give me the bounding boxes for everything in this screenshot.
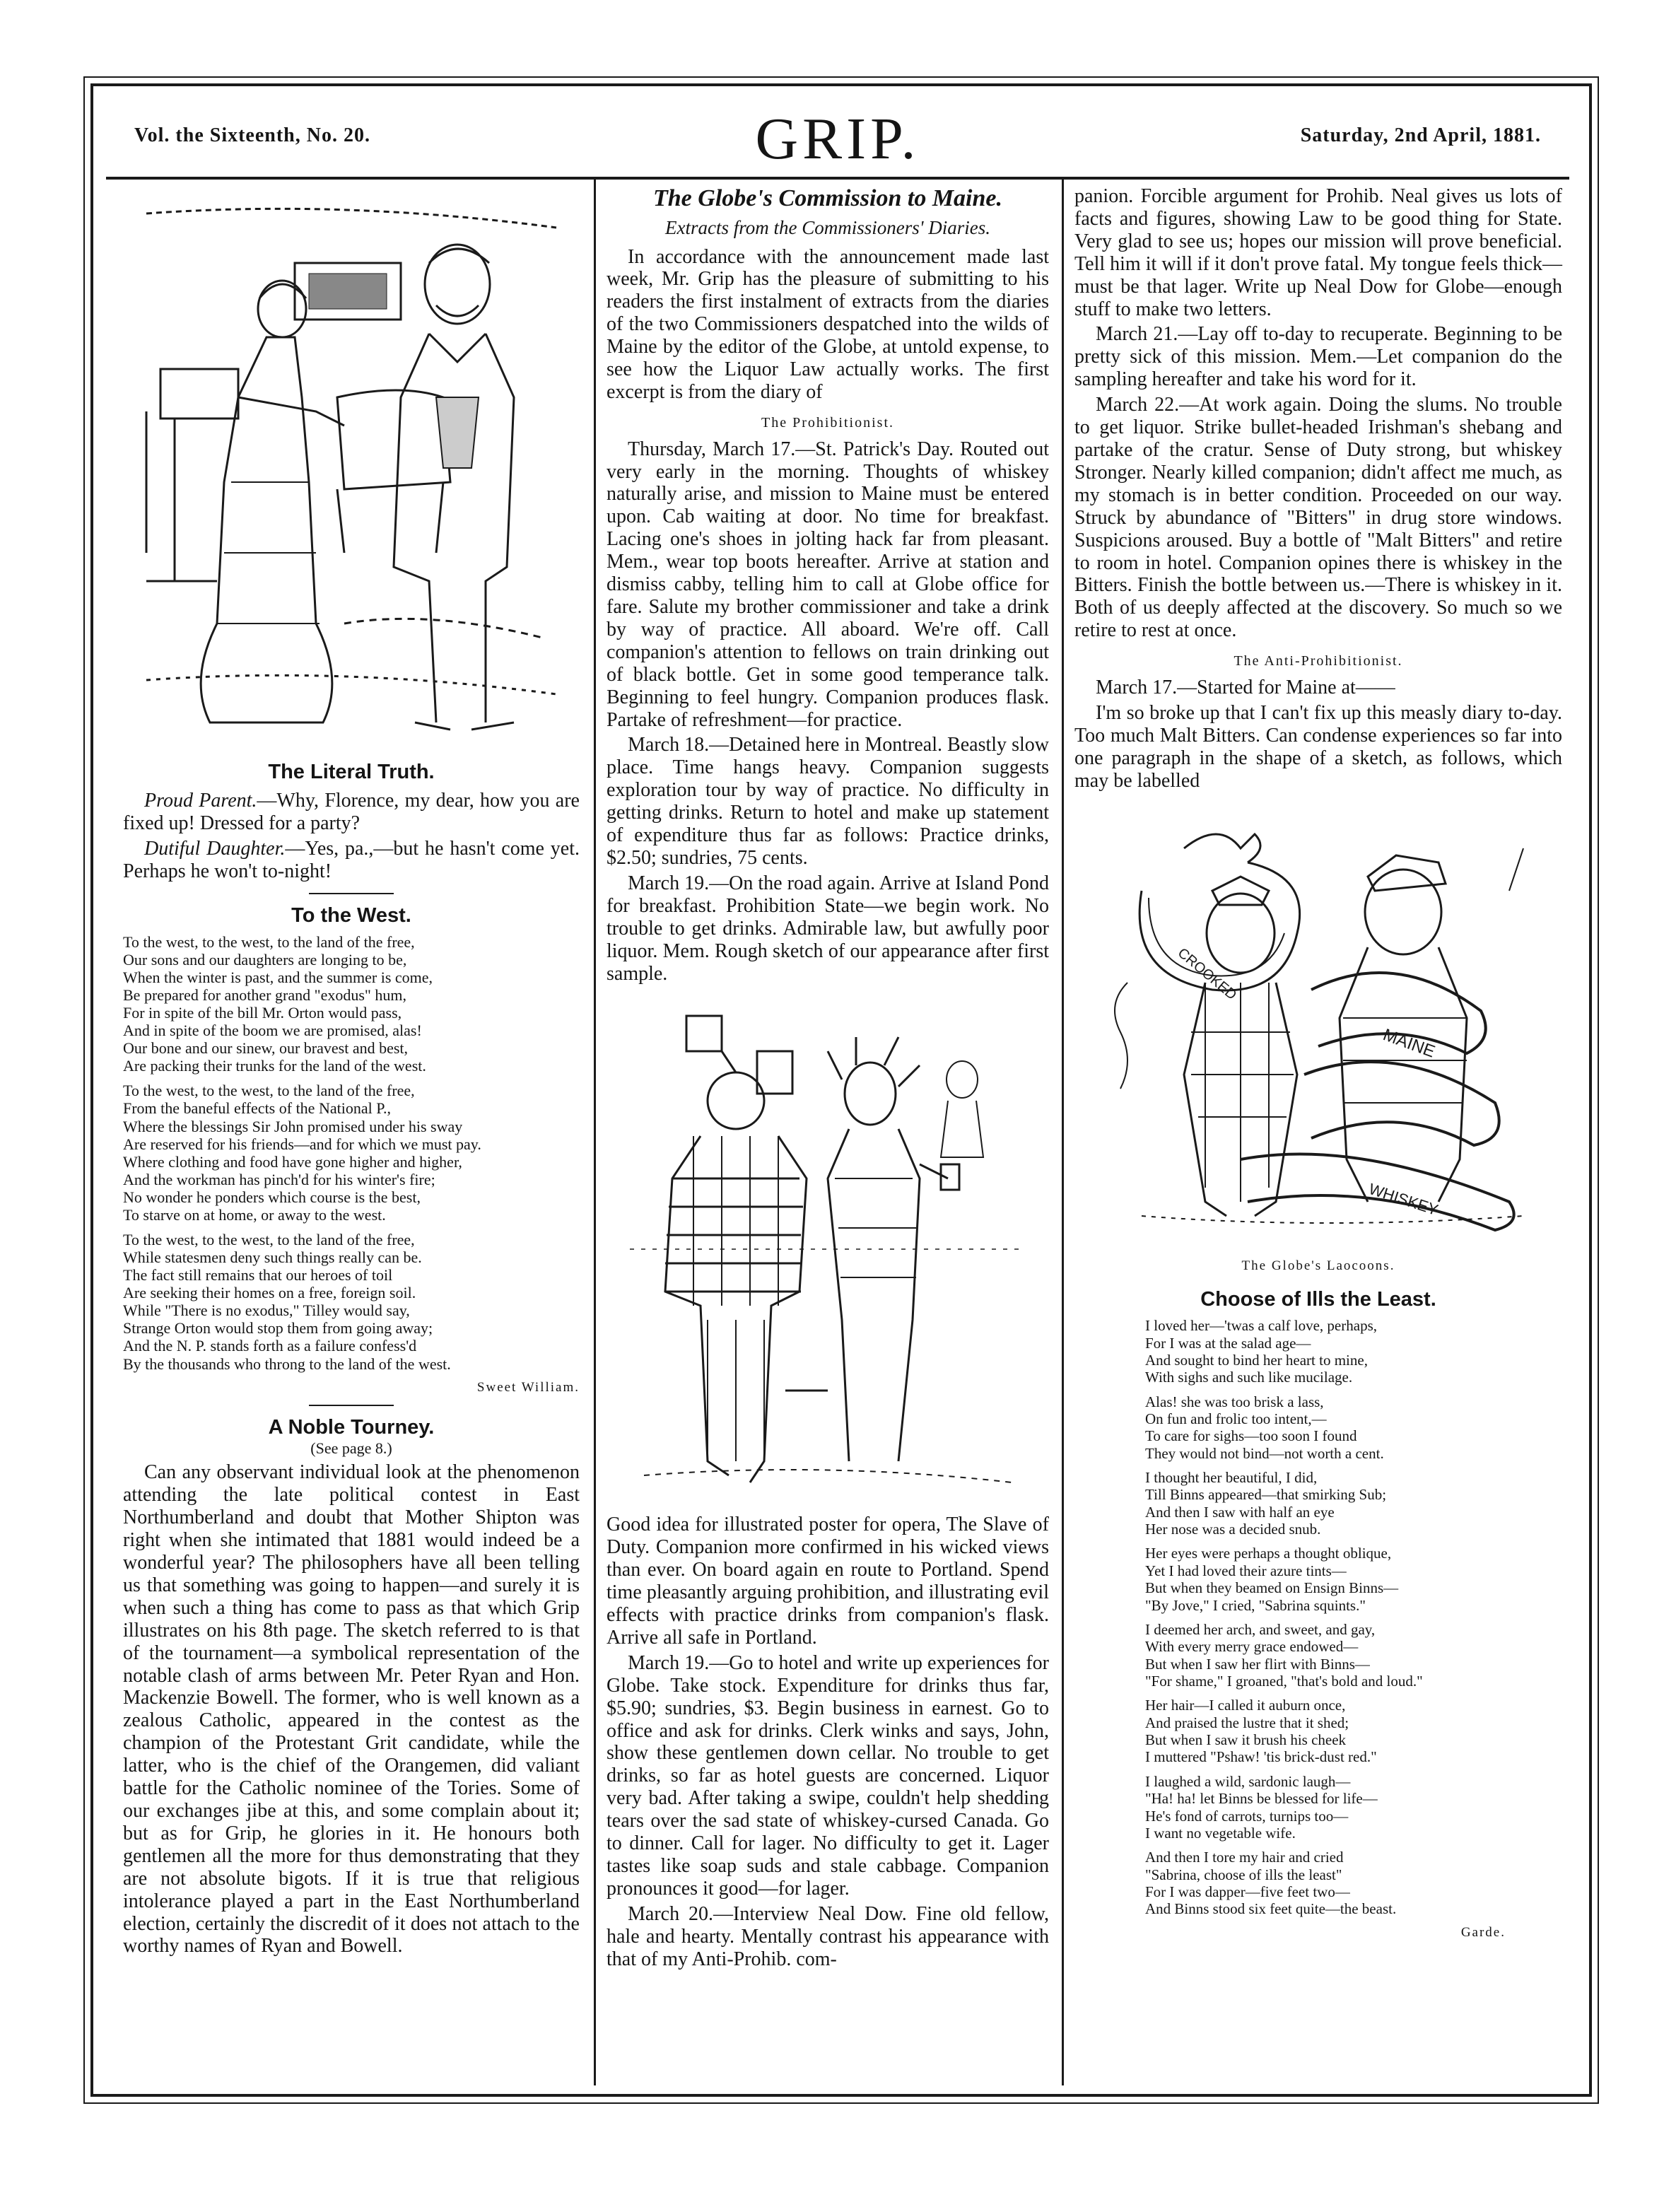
- poem: [1074, 1317, 1562, 1941]
- globe-commission-title: The Globe's Commission to Maine.: [653, 185, 1002, 211]
- verse-line: But when I saw it brush his cheek: [1145, 1731, 1347, 1749]
- verse-line: Alas! she was too brisk a lass,: [1145, 1393, 1324, 1410]
- speaker-label: Proud Parent.: [144, 790, 257, 812]
- verse-line: And the workman has pinch'd for his winter's fire;: [123, 1170, 435, 1188]
- poem-stanza: [123, 933, 580, 1075]
- to-the-west-title: To the West.: [291, 903, 411, 927]
- verse-line: Our bone and our sinew, our bravest and best,: [123, 1039, 409, 1058]
- diary-entry: March 21.—Lay off to-day to recuperate. Beginning to be pretty sick of this mission. Mem.—Let companion do the sampling hereafter and take his word for it.: [1074, 323, 1562, 391]
- verse-line: Her hair—I called it auburn once,: [1145, 1697, 1346, 1714]
- verse-line: To the west, to the west, to the land of the free,: [123, 932, 415, 951]
- poem-stanza: [1117, 1621, 1562, 1690]
- verse-line: Be prepared for another grand "exodus" hum,: [123, 985, 406, 1004]
- verse-line: On fun and frolic too intent,—: [1145, 1410, 1327, 1427]
- verse-line: And in spite of the boom we are promised, alas!: [123, 1022, 422, 1040]
- verse-line: But when I saw her flirt with Binns—: [1145, 1655, 1370, 1673]
- verse-line: I loved her—'twas a calf love, perhaps,: [1145, 1317, 1377, 1335]
- masthead: [106, 99, 1569, 180]
- cartoon-commissioners-drinking-icon: [616, 995, 1040, 1504]
- verse-line: Are seeking their homes on a free, foreign soil.: [123, 1284, 416, 1302]
- column-left: [123, 185, 580, 1960]
- column-divider: [594, 177, 596, 2085]
- literal-truth-title: The Literal Truth.: [268, 761, 435, 783]
- cartoon-laocoon-serpent-icon: [1099, 806, 1537, 1244]
- verse-line: Where clothing and food have gone higher and higher,: [123, 1152, 462, 1171]
- verse-line: Yet I had loved their azure tints—: [1145, 1562, 1347, 1579]
- verse-line: To the west, to the west, to the land of the free,: [123, 1082, 415, 1100]
- article-intro: In accordance with the announcement made last week, Mr. Grip has the pleasure of submitting to his readers the first instalment of extracts from the diaries of the two Commissioners despatched into the wilds of Maine by the editor of the Globe, at untold expense, to see how the Liquor Law actually works. The first excerpt is from the diary of: [607, 245, 1049, 403]
- diary-entry: March 18.—Detained here in Montreal. Beastly slow place. Time hangs heavy. Companion suggests exploration tour by way of practice. No difficulty in getting drinks. Return to hotel and make up statement of expenditure thus far as follows: Practice drinks, $2.50; sundries, 75 cents.: [607, 734, 1049, 869]
- verse-line: While "There is no exodus," Tilley would say,: [123, 1301, 410, 1320]
- diary-entry: Thursday, March 17.—St. Patrick's Day. Routed out very early in the morning. Thoughts of whiskey naturally arise, and mission to Maine must be entered upon. Cab waiting at door. No time for breakfast. Lacing one's shoes in jolting hack far from pleasant. Mem., wear top boots hereafter. Arrive at station and dismiss cabby, telling him to call at Globe office for fare. Salute my brother commissioner and take a drink by way of practice. All aboard. We're off. Call companion's attention to fellows on train drinking out of black bottle. Get in some good temperance talk. Beginning to feel hungry. Companion produces flask. Partake of refreshment—for practice.: [607, 438, 1049, 731]
- poem-stanza: [1117, 1849, 1562, 1917]
- article-body: Can any observant individual look at the phenomenon attending the late political contest in East Northumberland and doubt that Mother Shipton was right when she intimated that 1881 would indeed be a wonderful year? The philosophers have all been telling us that something was going to happen—and surely it is when such a thing has come to pass as that which Grip illustrates on his 8th page. The sketch referred to is that of the tournament—a symbolical representation of the notable clash of arms between Mr. Peter Ryan and Hon. Mackenzie Bowell. The former, who is well known as a zealous Catholic, appeared in the contest as the champion of the Protestant Grit candidate, while the latter, who is the chief of the Orangemen, did valiant battle for the Catholic nominee of the Tories. Some of our exchanges jibe at this, and some complain about it; but as for Grip, he glories in it. He honours both gentlemen all the more for thus demonstrating that they are not absolute bigots. If it is true that religious intolerance played a part in the East Northumberland election, certainly the discredit of it does not attach to the worthy names of Ryan and Bowell.: [123, 1461, 580, 1958]
- poem-stanza: [1117, 1773, 1562, 1842]
- diary-entry: March 19.—Go to hotel and write up experiences for Globe. Take stock. Expenditure for drinks thus far, $5.90; sundries, $3. Begin business in earnest. Go to office and ask for drinks. Clerk winks and says, John, show these gentlemen down cellar. No trouble to get drinks, so far as hotel guests are concerned. Liquor very bad. After taking a swipe, couldn't help shedding tears over the sad state of whiskey-cursed Canada. Go to dinner. Call for lager. No difficulty to get it. Lager tastes like soap suds and stale cabbage. Companion pronounces it good—for lager.: [607, 1651, 1049, 1900]
- section-divider: [309, 893, 394, 894]
- poem-signature: Sweet William.: [476, 1379, 580, 1395]
- section-heading: The Prohibitionist.: [761, 414, 894, 431]
- verse-line: "By Jove," I cried, "Sabrina squints.": [1145, 1596, 1366, 1614]
- verse-line: I want no vegetable wife.: [1145, 1824, 1296, 1842]
- issue-date: Saturday, 2nd April, 1881.: [1300, 124, 1541, 146]
- newspaper-title: GRIP.: [755, 106, 920, 172]
- column-middle: [607, 185, 1049, 1974]
- verse-line: With sighs and such like mucilage.: [1145, 1369, 1353, 1386]
- verse-line: "Sabrina, choose of ills the least": [1145, 1866, 1342, 1883]
- verse-line: And then I saw with half an eye: [1145, 1503, 1335, 1521]
- verse-line: No wonder he ponders which course is the best,: [123, 1188, 421, 1206]
- verse-line: To starve on at home, or away to the west.: [123, 1205, 386, 1224]
- verse-line: And praised the lustre that it shed;: [1145, 1714, 1349, 1731]
- poem-stanza: [1117, 1469, 1562, 1538]
- cartoon-caption: The Globe's Laocoons.: [1241, 1258, 1395, 1274]
- verse-line: Her eyes were perhaps a thought oblique,: [1145, 1545, 1392, 1562]
- verse-line: Till Binns appeared—that smirking Sub;: [1145, 1486, 1387, 1504]
- verse-line: They would not bind—not worth a cent.: [1145, 1444, 1384, 1462]
- poem-stanza: [1117, 1317, 1562, 1386]
- section-heading: The Anti-Prohibitionist.: [1234, 653, 1403, 669]
- poem-stanza: [1117, 1697, 1562, 1765]
- verse-line: I muttered "Pshaw! 'tis brick-dust red.": [1145, 1748, 1377, 1766]
- verse-line: I thought her beautiful, I did,: [1145, 1469, 1318, 1487]
- verse-line: The fact still remains that our heroes of toil: [123, 1266, 393, 1285]
- verse-line: Our sons and our daughters are longing to be,: [123, 950, 407, 969]
- verse-line: From the baneful effects of the National P.,: [123, 1099, 391, 1118]
- diary-entry: panion. Forcible argument for Prohib. Neal gives us lots of facts and figures, showing Law to be good thing for State. Very glad to see us; hopes our mission will prove beneficial. Tell him it will if it don't prove fatal. My tongue feels thick—must be that lager. Write up Neal Dow for Globe—enough stuff to make two letters.: [1074, 185, 1562, 320]
- article-subtitle: Extracts from the Commissioners' Diaries.: [664, 216, 990, 238]
- column-right: [1074, 185, 1562, 1941]
- verse-line: By the thousands who throng to the land of the west.: [123, 1354, 451, 1373]
- noble-tourney-title: A Noble Tourney.: [268, 1416, 435, 1439]
- poem-signature: Garde.: [1460, 1924, 1506, 1940]
- cartoon-father-daughter-icon: [132, 185, 570, 751]
- diary-entry: March 19.—On the road again. Arrive at Island Pond for breakfast. Prohibition State—we begin work. No trouble to get drinks. Admirable law, but awfully poor liquor. Mem. Rough sketch of our appearance after first sample.: [607, 872, 1049, 985]
- dialogue-line: —Why, Florence, my dear, how you are fixed up! Dressed for a party?: [123, 790, 580, 834]
- column-divider: [1062, 177, 1064, 2085]
- diary-entry: March 22.—At work again. Doing the slums. No trouble to get liquor. Strike bullet-headed Irishman's shebang and partake of the cratur. Sense of Duty strong, but whiskey Stronger. Nearly killed companion; didn't affect me much, as my stomach is in better condition. Proceeded on our way. Struck by abundance of "Bitters" in drug store windows. Suspicions aroused. Buy a bottle of "Malt Bitters" and retire to room in hotel. Companion opines there is whiskey in the Bitters. Finish the bottle between us.—There is whiskey in it. Both of us deeply affected at the discovery. So much so we retire to rest at once.: [1074, 394, 1562, 642]
- verse-line: Are packing their trunks for the land of the west.: [123, 1057, 426, 1075]
- verse-line: And the N. P. stands forth as a failure confess'd: [123, 1337, 417, 1355]
- section-divider: [309, 1405, 394, 1406]
- speaker-label: Dutiful Daughter.: [144, 837, 286, 860]
- diary-entry: Good idea for illustrated poster for opera, The Slave of Duty. Companion more confirmed in his wicked views than ever. On board again en route to Portland. Spend time pleasantly arguing prohibition, and illustrating evil effects with practice drinks from companion's flask. Arrive all safe in Portland.: [607, 1514, 1049, 1649]
- verse-line: With every merry grace endowed—: [1145, 1638, 1359, 1656]
- verse-line: Strange Orton would stop them from going away;: [123, 1319, 433, 1338]
- verse-line: While statesmen deny such things really can be.: [123, 1248, 422, 1267]
- verse-line: Her nose was a decided snub.: [1145, 1521, 1321, 1538]
- page-reference: (See page 8.): [310, 1439, 392, 1458]
- verse-line: For I was at the salad age—: [1145, 1334, 1311, 1352]
- verse-line: Are reserved for his friends—and for which we must pay.: [123, 1135, 481, 1153]
- verse-line: He's fond of carrots, turnips too—: [1145, 1807, 1349, 1825]
- verse-line: I laughed a wild, sardonic laugh—: [1145, 1772, 1351, 1790]
- verse-line: "For shame," I groaned, "that's bold and loud.": [1145, 1672, 1423, 1690]
- choose-of-ills-title: Choose of Ills the Least.: [1200, 1288, 1436, 1311]
- verse-line: To the west, to the west, to the land of the free,: [123, 1230, 415, 1248]
- verse-line: "Ha! ha! let Binns be blessed for life—: [1145, 1790, 1378, 1808]
- verse-line: And then I tore my hair and cried: [1145, 1849, 1344, 1866]
- verse-line: For in spite of the bill Mr. Orton would pass,: [123, 1004, 402, 1022]
- verse-line: Where the blessings Sir John promised under his sway: [123, 1117, 463, 1135]
- verse-line: And Binns stood six feet quite—the beast.: [1145, 1900, 1397, 1918]
- dialogue-line: —Yes, pa.,—but he hasn't come yet. Perhaps he won't to-night!: [123, 837, 580, 882]
- diary-entry: I'm so broke up that I can't fix up this measly diary to-day. Too much Malt Bitters. Can condense experiences so far into one paragraph in the shape of a sketch, as follows, which may be labelled: [1074, 701, 1562, 792]
- verse-line: To care for sighs—too soon I found: [1145, 1427, 1357, 1445]
- verse-line: For I was dapper—five feet two—: [1145, 1883, 1350, 1900]
- poem-stanza: [123, 1082, 580, 1224]
- verse-line: And sought to bind her heart to mine,: [1145, 1351, 1368, 1369]
- serpent-label: WHISKEY: [1366, 1180, 1441, 1219]
- serpent-label: MAINE: [1380, 1025, 1438, 1063]
- verse-line: I deemed her arch, and sweet, and gay,: [1145, 1620, 1376, 1638]
- diary-entry: March 20.—Interview Neal Dow. Fine old fellow, hale and hearty. Mentally contrast his appearance with that of my Anti-Prohib. com-: [607, 1902, 1049, 1970]
- serpent-label: CROOKED: [1174, 945, 1240, 1004]
- diary-entry: March 17.—Started for Maine at——: [1096, 676, 1395, 698]
- poem-stanza: [1117, 1545, 1562, 1613]
- poem-stanza: [1117, 1393, 1562, 1462]
- poem-stanza: [123, 1231, 580, 1373]
- volume-number: Vol. the Sixteenth, No. 20.: [134, 124, 370, 146]
- verse-line: But when they beamed on Ensign Binns—: [1145, 1579, 1399, 1597]
- verse-line: When the winter is past, and the summer is come,: [123, 968, 433, 986]
